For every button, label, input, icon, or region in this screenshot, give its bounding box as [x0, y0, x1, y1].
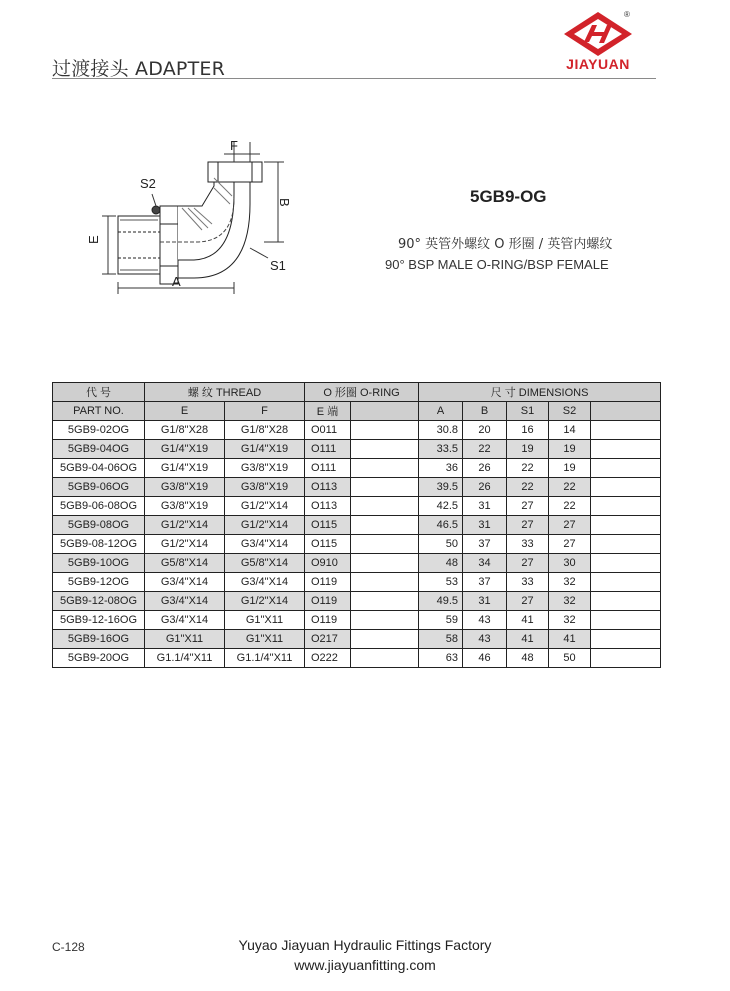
header-thread: 螺 纹 THREAD: [145, 383, 305, 402]
cell-oring: O910: [305, 554, 351, 573]
cell-dim-s1: 41: [507, 611, 549, 630]
table-row: [53, 459, 661, 478]
cell-thread-f: G1.1/4"X11: [225, 649, 305, 668]
cell-blank: [351, 516, 419, 535]
dim-label-e: E: [86, 235, 101, 244]
cell-dim-b: 46: [463, 649, 507, 668]
cell-thread-f: G1/8"X28: [225, 421, 305, 440]
dim-label-b: B: [277, 198, 292, 207]
subheader-b: B: [463, 402, 507, 421]
cell-dim-s1: 16: [507, 421, 549, 440]
cell-dim-s2: 32: [549, 592, 591, 611]
cell-blank: [351, 592, 419, 611]
cell-part-no: 5GB9-04-06OG: [53, 459, 145, 478]
cell-blank: [351, 459, 419, 478]
cell-oring: O011: [305, 421, 351, 440]
cell-part-no: 5GB9-12OG: [53, 573, 145, 592]
cell-dim-a: 59: [419, 611, 463, 630]
cell-blank: [351, 554, 419, 573]
cell-oring: O113: [305, 497, 351, 516]
subheader-f: F: [225, 402, 305, 421]
cell-dim-s2: 30: [549, 554, 591, 573]
subheader-blank: [351, 402, 419, 421]
cell-dim-b: 31: [463, 592, 507, 611]
cell-blank: [351, 478, 419, 497]
cell-dim-s1: 48: [507, 649, 549, 668]
cell-blank: [351, 573, 419, 592]
cell-dim-s2: 32: [549, 573, 591, 592]
table-sub-header-row: [53, 402, 661, 421]
header-divider: [52, 78, 656, 79]
company-logo: [556, 6, 640, 76]
cell-blank: [591, 630, 661, 649]
product-model: 5GB9-OG: [470, 187, 547, 206]
subheader-e: E: [145, 402, 225, 421]
cell-dim-a: 39.5: [419, 478, 463, 497]
cell-part-no: 5GB9-12-16OG: [53, 611, 145, 630]
subheader-part-no: PART NO.: [53, 402, 145, 421]
cell-part-no: 5GB9-08-12OG: [53, 535, 145, 554]
cell-dim-a: 33.5: [419, 440, 463, 459]
cell-dim-a: 36: [419, 459, 463, 478]
jiayuan-h-diamond-logo-icon: [556, 6, 640, 58]
cell-dim-b: 22: [463, 440, 507, 459]
cell-oring: O119: [305, 592, 351, 611]
subheader-a: A: [419, 402, 463, 421]
table-group-header-row: [53, 383, 661, 402]
cell-dim-s1: 27: [507, 592, 549, 611]
cell-dim-b: 37: [463, 535, 507, 554]
cell-dim-s1: 27: [507, 554, 549, 573]
cell-dim-a: 42.5: [419, 497, 463, 516]
cell-blank: [591, 535, 661, 554]
cell-blank: [591, 440, 661, 459]
dim-label-a: A: [172, 274, 181, 289]
table-row: [53, 516, 661, 535]
cell-blank: [591, 611, 661, 630]
cell-part-no: 5GB9-10OG: [53, 554, 145, 573]
cell-dim-s2: 27: [549, 516, 591, 535]
cell-dim-s1: 33: [507, 535, 549, 554]
page-title: 过渡接头 ADAPTER: [52, 58, 226, 80]
cell-thread-e: G3/4"X14: [145, 611, 225, 630]
table-row: [53, 592, 661, 611]
cell-blank: [351, 497, 419, 516]
cell-thread-e: G1/2"X14: [145, 516, 225, 535]
footer-company: Yuyao Jiayuan Hydraulic Fittings Factory: [238, 937, 492, 953]
cell-part-no: 5GB9-12-08OG: [53, 592, 145, 611]
cell-dim-s2: 19: [549, 459, 591, 478]
cell-dim-b: 26: [463, 459, 507, 478]
cell-oring: O222: [305, 649, 351, 668]
table-row: [53, 421, 661, 440]
cell-thread-e: G1/4"X19: [145, 440, 225, 459]
cell-blank: [351, 440, 419, 459]
cell-thread-e: G1/2"X14: [145, 535, 225, 554]
cell-part-no: 5GB9-20OG: [53, 649, 145, 668]
cell-dim-s2: 22: [549, 497, 591, 516]
subheader-s2: S2: [549, 402, 591, 421]
cell-dim-s1: 19: [507, 440, 549, 459]
cell-dim-b: 37: [463, 573, 507, 592]
cell-thread-f: G1/2"X14: [225, 592, 305, 611]
header-part: 代 号: [53, 383, 145, 402]
cell-thread-f: G3/8"X19: [225, 459, 305, 478]
logo-text: JIAYUAN: [566, 56, 630, 72]
cell-blank: [351, 611, 419, 630]
dim-label-f: F: [230, 138, 238, 153]
cell-thread-f: G1/2"X14: [225, 497, 305, 516]
spec-table-body: [53, 421, 661, 668]
cell-thread-f: G1"X11: [225, 630, 305, 649]
cell-thread-f: G1/4"X19: [225, 440, 305, 459]
cell-blank: [591, 649, 661, 668]
cell-dim-b: 43: [463, 611, 507, 630]
table-row: [53, 554, 661, 573]
cell-part-no: 5GB9-08OG: [53, 516, 145, 535]
cell-blank: [351, 630, 419, 649]
cell-thread-e: G1/4"X19: [145, 459, 225, 478]
subheader-s1: S1: [507, 402, 549, 421]
header-dimensions: 尺 寸 DIMENSIONS: [419, 383, 661, 402]
cell-thread-e: G5/8"X14: [145, 554, 225, 573]
table-row: [53, 497, 661, 516]
cell-dim-s1: 22: [507, 478, 549, 497]
subheader-e-end: E 端: [305, 402, 351, 421]
elbow-fitting-illustration: [84, 138, 314, 298]
cell-thread-e: G1"X11: [145, 630, 225, 649]
cell-dim-b: 34: [463, 554, 507, 573]
cell-dim-b: 31: [463, 497, 507, 516]
cell-part-no: 5GB9-02OG: [53, 421, 145, 440]
cell-dim-b: 20: [463, 421, 507, 440]
cell-thread-f: G5/8"X14: [225, 554, 305, 573]
cell-oring: O115: [305, 516, 351, 535]
cell-dim-s1: 22: [507, 459, 549, 478]
cell-blank: [591, 459, 661, 478]
cell-dim-b: 31: [463, 516, 507, 535]
cell-dim-s2: 22: [549, 478, 591, 497]
table-row: [53, 440, 661, 459]
product-description-en: 90° BSP MALE O-RING/BSP FEMALE: [385, 257, 609, 272]
cell-oring: O113: [305, 478, 351, 497]
page-number: C-128: [52, 940, 85, 954]
cell-dim-s2: 14: [549, 421, 591, 440]
cell-part-no: 5GB9-06OG: [53, 478, 145, 497]
fitting-drawing: [84, 138, 314, 303]
cell-blank: [351, 649, 419, 668]
cell-blank: [351, 535, 419, 554]
cell-blank: [351, 421, 419, 440]
cell-dim-a: 58: [419, 630, 463, 649]
cell-dim-s2: 41: [549, 630, 591, 649]
cell-thread-f: G1/2"X14: [225, 516, 305, 535]
cell-dim-b: 43: [463, 630, 507, 649]
cell-dim-s1: 27: [507, 516, 549, 535]
dim-label-s1: S1: [270, 258, 286, 273]
cell-dim-a: 46.5: [419, 516, 463, 535]
cell-thread-f: G3/4"X14: [225, 573, 305, 592]
cell-thread-e: G3/4"X14: [145, 592, 225, 611]
cell-dim-s2: 27: [549, 535, 591, 554]
cell-oring: O217: [305, 630, 351, 649]
table-row: [53, 649, 661, 668]
product-description-cn: 90° 英管外螺纹 O 形圈 / 英管内螺纹: [398, 237, 613, 252]
cell-dim-a: 48: [419, 554, 463, 573]
header-oring: O 形圈 O-RING: [305, 383, 419, 402]
cell-dim-a: 50: [419, 535, 463, 554]
table-row: [53, 573, 661, 592]
cell-thread-e: G3/4"X14: [145, 573, 225, 592]
cell-dim-a: 63: [419, 649, 463, 668]
cell-oring: O119: [305, 573, 351, 592]
table-row: [53, 535, 661, 554]
subheader-blank-end: [591, 402, 661, 421]
table-row: [53, 630, 661, 649]
cell-oring: O115: [305, 535, 351, 554]
cell-thread-f: G1"X11: [225, 611, 305, 630]
cell-blank: [591, 573, 661, 592]
cell-blank: [591, 516, 661, 535]
cell-thread-e: G3/8"X19: [145, 497, 225, 516]
cell-dim-a: 49.5: [419, 592, 463, 611]
table-row: [53, 478, 661, 497]
cell-oring: O111: [305, 440, 351, 459]
spec-table: [52, 382, 661, 668]
cell-dim-s1: 41: [507, 630, 549, 649]
table-row: [53, 611, 661, 630]
cell-blank: [591, 478, 661, 497]
cell-part-no: 5GB9-04OG: [53, 440, 145, 459]
cell-dim-b: 26: [463, 478, 507, 497]
cell-dim-a: 53: [419, 573, 463, 592]
dim-label-s2: S2: [140, 176, 156, 191]
cell-thread-e: G3/8"X19: [145, 478, 225, 497]
cell-blank: [591, 592, 661, 611]
cell-thread-e: G1.1/4"X11: [145, 649, 225, 668]
cell-dim-s2: 32: [549, 611, 591, 630]
cell-oring: O111: [305, 459, 351, 478]
cell-dim-s1: 27: [507, 497, 549, 516]
cell-blank: [591, 554, 661, 573]
cell-dim-s2: 50: [549, 649, 591, 668]
cell-dim-s2: 19: [549, 440, 591, 459]
cell-dim-a: 30.8: [419, 421, 463, 440]
cell-dim-s1: 33: [507, 573, 549, 592]
cell-blank: [591, 497, 661, 516]
cell-blank: [591, 421, 661, 440]
registered-mark: ®: [624, 10, 630, 19]
cell-part-no: 5GB9-16OG: [53, 630, 145, 649]
cell-thread-e: G1/8"X28: [145, 421, 225, 440]
cell-thread-f: G3/4"X14: [225, 535, 305, 554]
cell-thread-f: G3/8"X19: [225, 478, 305, 497]
footer-url: www.jiayuanfitting.com: [294, 957, 436, 973]
cell-part-no: 5GB9-06-08OG: [53, 497, 145, 516]
cell-oring: O119: [305, 611, 351, 630]
